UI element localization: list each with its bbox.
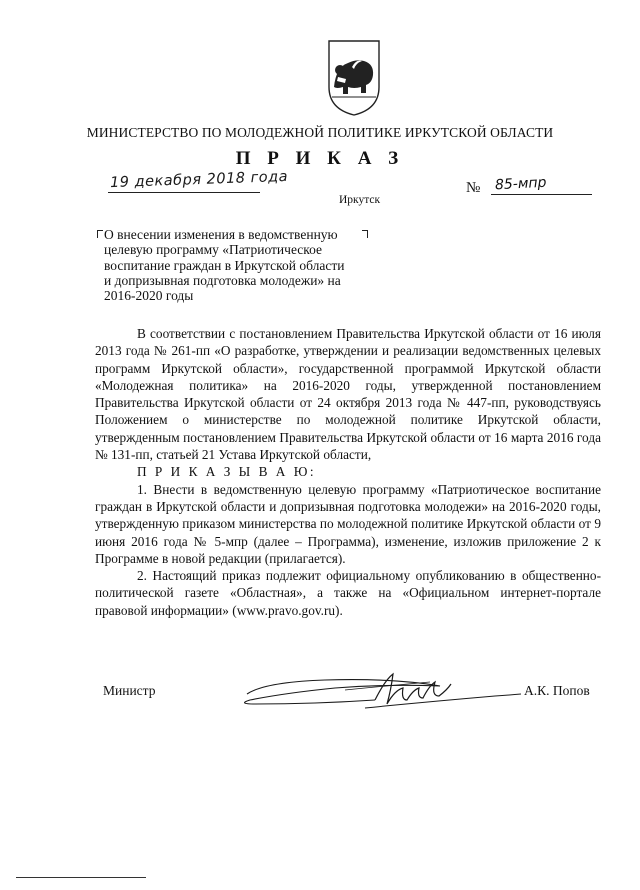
ministry-name: МИНИСТЕРСТВО ПО МОЛОДЕЖНОЙ ПОЛИТИКЕ ИРКУТСКОЙ ОБЛАСТИ xyxy=(86,125,554,140)
handwritten-date: 19 декабря 2018 года xyxy=(109,168,289,192)
footer-divider xyxy=(16,877,146,878)
date-underline xyxy=(108,192,260,193)
subject-block xyxy=(104,227,366,303)
order-word: П Р И К А З Ы В А Ю: xyxy=(137,464,317,480)
preamble-paragraph: В соответствии с постановлением Правительства Иркутской области от 16 июля 2013 года № 261-пп «О разработке, утверждении и реализации ведомственных целевых программ Иркутской области», государственной программой Иркутской области «Молодежная политика» на 2016-2020 годы, утвержденной постановлением Правительства Иркутской области от 24 октября 2013 года № 447-пп, руководствуясь Положением о министерстве по молодежной политике Иркутской области, утвержденным постановлением Правительства Иркутской области от 16 марта 2016 года № 131-пп, статьей 21 Устава Иркутской области, xyxy=(95,326,601,463)
handwritten-number: 85-мпр xyxy=(494,174,547,194)
subject-line: 2016-2020 годы xyxy=(104,288,194,304)
document-type-title: П Р И К А З xyxy=(235,148,405,169)
subject-line: воспитание граждан в Иркутской области xyxy=(104,257,345,273)
subject-line: и допризывная подготовка молодежи» на xyxy=(104,272,341,288)
handwritten-signature xyxy=(225,660,525,720)
number-underline xyxy=(491,194,592,195)
number-label: № xyxy=(466,180,481,196)
city-label: Иркутск xyxy=(339,194,381,206)
coat-of-arms-emblem xyxy=(326,37,382,117)
order-item-1: 1. Внести в ведомственную целевую программу «Патриотическое воспитание граждан в Иркутской области и допризывная подготовка молодежи» на 2016-2020 годы, утвержденную приказом министерства по молодежной политике Иркутской области от 9 июня 2016 года № 5-мпр (далее – Программа), изменение, изложив приложение 2 к Программе в новой редакции (прилагается). xyxy=(95,481,601,566)
subject-line: О внесении изменения в ведомственную xyxy=(104,227,338,242)
signer-name: А.К. Попов xyxy=(524,683,590,698)
order-item-2: 2. Настоящий приказ подлежит официальному опубликованию в общественно-политической газете «Областная», а также на «Официальном интернет-портале правовой информации» (www.pravo.gov.ru). xyxy=(95,568,601,618)
signer-title: Министр xyxy=(103,683,156,698)
document-body xyxy=(95,325,601,619)
subject-line: целевую программу «Патриотическое xyxy=(104,242,323,258)
subject-bracket-left xyxy=(97,230,103,238)
